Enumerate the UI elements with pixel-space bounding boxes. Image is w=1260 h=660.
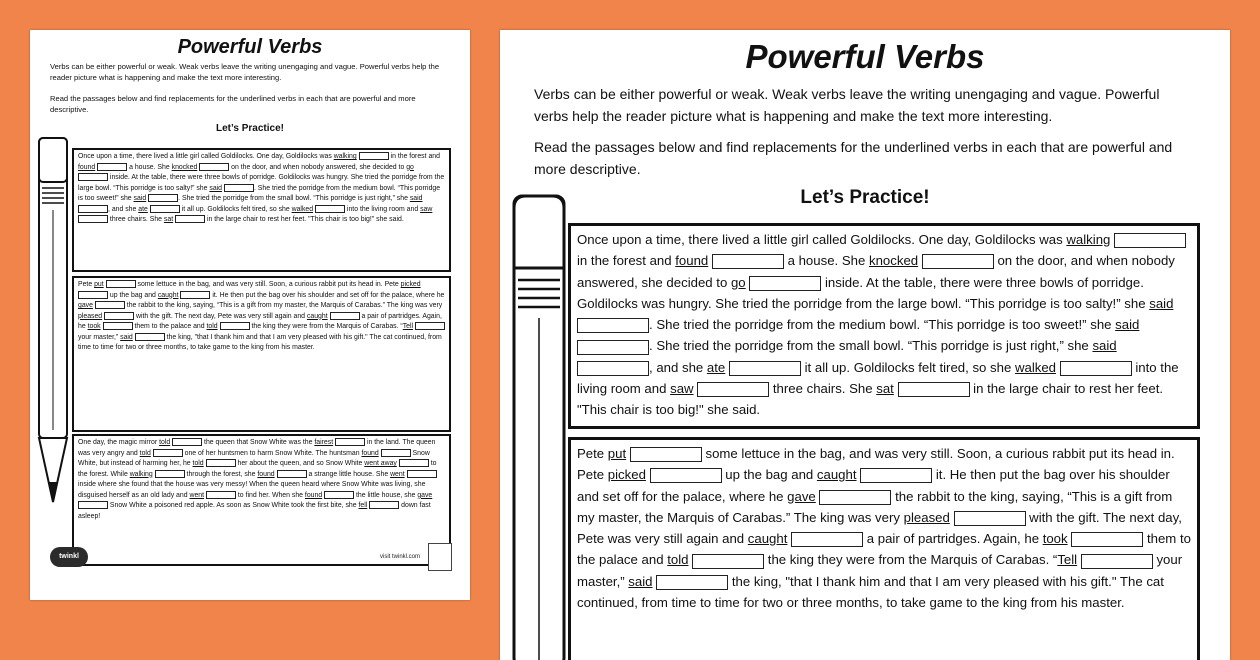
small-passage-snow-text: One day, the magic mirror told the queen that Snow White was the fairest in the land. The queen was very angry and told one of her huntsmen to harm Snow White. The huntsman found Snow White, but instead of harming her, he told her about the queen, and so Snow White went away to the forest. While walking through the forest, she found a strange little house. She went inside where she found that the house was very messy! When the queen heard where Snow White was living, she disguised herself as an old lady and went to find her. When she found the little house, she gave Snow White a poisoned red apple. As soon as Snow White took the first bite, she fell down fast asleep! — [78, 439, 437, 520]
practice-heading: Let’s Practice! — [800, 187, 930, 208]
small-intro-2: Read the passages below and find replacements for the underlined verbs in each that are powerful and more descriptive. — [50, 94, 416, 114]
twinkl-logo: twinkl — [50, 547, 88, 567]
answer-blank[interactable] — [712, 254, 784, 269]
answer-blank[interactable] — [78, 215, 108, 223]
small-practice-heading: Let’s Practice! — [216, 123, 284, 134]
pencil-illustration — [510, 188, 568, 660]
small-passage-puss-text: Pete put some lettuce in the bag, and was very still. Soon, a curious rabbit put its head in. Pete picked up the bag and caught it. He then put the bag over his shoulder and set off for the palace, where he gave the rabbit to the king, saying, “This is a gift from my master, the Marquis of Carabas.” The king was very pleased with the gift. The next day, Pete was very still again and caught a pair of partridges. Again, he took them to the palace and told the king they were from the Marquis of Carabas. “Tell your master,” said the king, "that I thank him and that I am very pleased with his gift." The cat continued, from time to time for two or three months, to take game to the king from his master. — [78, 281, 445, 352]
answer-blank[interactable] — [78, 173, 108, 181]
answer-blank[interactable] — [97, 163, 127, 171]
answer-blank[interactable] — [359, 152, 389, 160]
answer-blank[interactable] — [577, 318, 649, 333]
intro-paragraph-2: Read the passages below and find replacements for the underlined verbs in each that are powerful and more descriptive. — [534, 139, 1173, 177]
answer-blank[interactable] — [199, 163, 229, 171]
answer-blank[interactable] — [650, 468, 722, 483]
worksheet-thumbnail — [30, 30, 470, 600]
answer-blank[interactable] — [106, 280, 136, 288]
answer-blank[interactable] — [315, 205, 345, 213]
answer-blank[interactable] — [335, 438, 365, 446]
passage-goldilocks-text: Once upon a time, there lived a little girl called Goldilocks. One day, Goldilocks was walking in the forest and found a house. She knocked on the door, and when nobody answered, she decided to go inside. At the table, there were three bowls of porridge. Goldilocks was hungry. She tried the porridge from the large bowl. “This porridge is too salty!” she said . She tried the porridge from the medium bowl. “This porridge is too sweet!” she said . She tried the porridge from the small bowl. “This porridge is just right,” she said , and she ate it all up. Goldilocks felt tired, so she walked into the living room and saw three chairs. She sat in the large chair to rest her feet. "This chair is too big!" she said. — [571, 226, 1197, 424]
answer-blank[interactable] — [1114, 233, 1186, 248]
answer-blank[interactable] — [150, 205, 180, 213]
answer-blank[interactable] — [180, 291, 210, 299]
answer-blank[interactable] — [898, 382, 970, 397]
answer-blank[interactable] — [954, 511, 1026, 526]
answer-blank[interactable] — [749, 276, 821, 291]
answer-blank[interactable] — [206, 459, 236, 467]
passage-puss-text: Pete put some lettuce in the bag, and was very still. Soon, a curious rabbit put its head in. Pete picked up the bag and caught it. He then put the bag over his shoulder and set off for the palace, where he gave the rabbit to the king, saying, “This is a gift from my master, the Marquis of Carabas.” The king was very pleased with the gift. The next day, Pete was very still again and caught a pair of partridges. Again, he took them to the palace and told the king they were from the Marquis of Carabas. “Tell your master,” said the king, "that I thank him and that I am very pleased with his gift." The cat continued, from time to time for two or three months, to take game to the king from his master. — [577, 446, 1191, 611]
small-passage-puss — [72, 276, 451, 432]
answer-blank[interactable] — [78, 291, 108, 299]
answer-blank[interactable] — [630, 447, 702, 462]
answer-blank[interactable] — [172, 438, 202, 446]
answer-blank[interactable] — [860, 468, 932, 483]
answer-blank[interactable] — [791, 532, 863, 547]
answer-blank[interactable] — [399, 459, 429, 467]
answer-blank[interactable] — [369, 501, 399, 509]
answer-blank[interactable] — [78, 205, 108, 213]
small-passage-goldilocks — [72, 148, 451, 272]
badge-icon — [428, 543, 452, 571]
footer-url: visit twinkl.com — [380, 554, 421, 560]
pencil-illustration — [36, 130, 70, 530]
answer-blank[interactable] — [104, 312, 134, 320]
intro-paragraph-1: Verbs can be either powerful or weak. Weak verbs leave the writing unengaging and vague. Powerful verbs help the reader picture what is happening and make the text more interesting. — [534, 86, 1160, 124]
small-title: Powerful Verbs — [177, 36, 323, 58]
answer-blank[interactable] — [78, 501, 108, 509]
answer-blank[interactable] — [819, 490, 891, 505]
answer-blank[interactable] — [135, 333, 165, 341]
answer-blank[interactable] — [324, 491, 354, 499]
answer-blank[interactable] — [103, 322, 133, 330]
passage-puss — [568, 437, 1200, 660]
answer-blank[interactable] — [155, 470, 185, 478]
answer-blank[interactable] — [95, 301, 125, 309]
answer-blank[interactable] — [153, 449, 183, 457]
answer-blank[interactable] — [206, 491, 236, 499]
answer-blank[interactable] — [1060, 361, 1132, 376]
answer-blank[interactable] — [148, 194, 178, 202]
answer-blank[interactable] — [692, 554, 764, 569]
answer-blank[interactable] — [1071, 532, 1143, 547]
small-passage-snow — [72, 434, 451, 566]
answer-blank[interactable] — [577, 340, 649, 355]
answer-blank[interactable] — [697, 382, 769, 397]
page-title: Powerful Verbs — [745, 38, 985, 75]
passage-goldilocks — [568, 223, 1200, 429]
answer-blank[interactable] — [415, 322, 445, 330]
answer-blank[interactable] — [220, 322, 250, 330]
answer-blank[interactable] — [407, 470, 437, 478]
small-passage-goldilocks-text: Once upon a time, there lived a little girl called Goldilocks. One day, Goldilocks was walking in the forest and found a house. She knocked on the door, and when nobody answered, she decided to go inside. At the table, there were three bowls of porridge. Goldilocks was hungry. She tried the porridge from the large bowl. “This porridge is too salty!” she said . She tried the porridge from the medium bowl. “This porridge is too sweet!” she said . She tried the porridge from the small bowl. “This porridge is just right,” she said , and she ate it all up. Goldilocks felt tired, so she walked into the living room and saw three chairs. She sat in the large chair to rest her feet. "This chair is too big!" she said. — [78, 153, 445, 224]
answer-blank[interactable] — [577, 361, 649, 376]
answer-blank[interactable] — [224, 184, 254, 192]
answer-blank[interactable] — [1081, 554, 1153, 569]
answer-blank[interactable] — [277, 470, 307, 478]
worksheet-zoomed — [500, 30, 1230, 660]
answer-blank[interactable] — [381, 449, 411, 457]
answer-blank[interactable] — [330, 312, 360, 320]
answer-blank[interactable] — [922, 254, 994, 269]
small-intro-1: Verbs can be either powerful or weak. Weak verbs leave the writing unengaging and vague. Powerful verbs help the reader picture what is happening and make the text more interesting. — [50, 62, 440, 82]
answer-blank[interactable] — [729, 361, 801, 376]
answer-blank[interactable] — [656, 575, 728, 590]
answer-blank[interactable] — [175, 215, 205, 223]
